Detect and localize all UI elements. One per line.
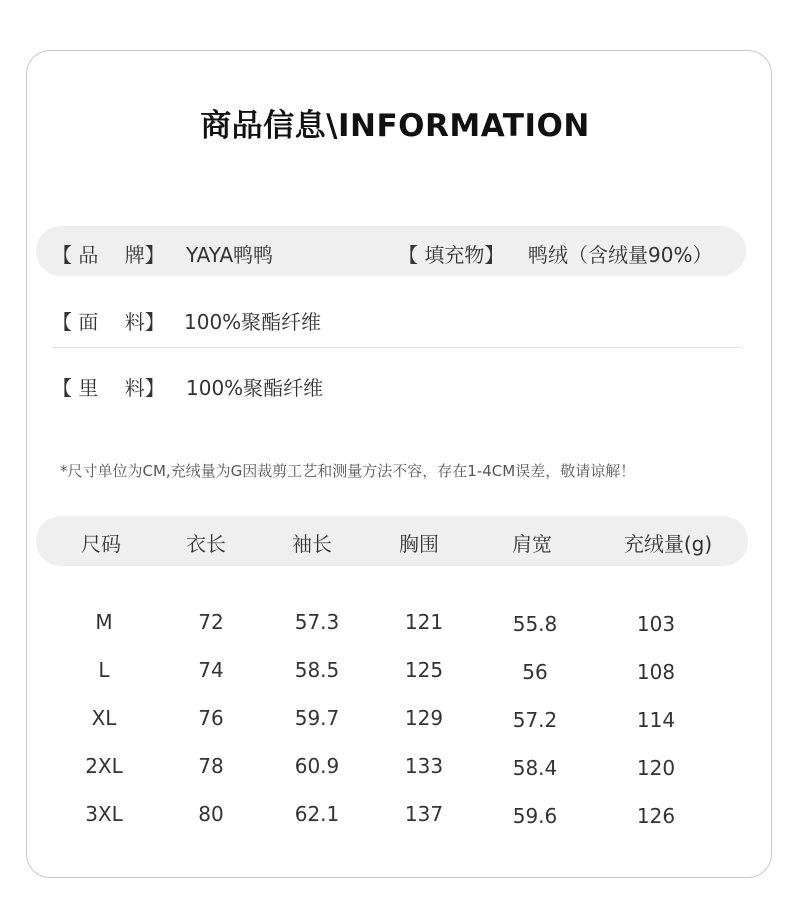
cell-length: 78 [198, 754, 224, 778]
cell-size: 2XL [85, 754, 123, 778]
lining-label: 【 里 料】 [52, 376, 165, 400]
cell-chest: 121 [404, 610, 444, 634]
cell-length: 76 [198, 706, 224, 730]
cell-down-weight: 108 [636, 660, 676, 684]
lining-value: 100%聚酯纤维 [186, 376, 324, 400]
cell-sleeve: 62.1 [294, 802, 340, 826]
info-divider [52, 347, 742, 348]
cell-shoulder: 57.2 [512, 708, 558, 732]
shell-label: 【 面 料】 [52, 310, 165, 334]
cell-shoulder: 55.8 [512, 612, 558, 636]
header-size: 尺码 [81, 532, 121, 556]
cell-sleeve: 60.9 [294, 754, 340, 778]
header-length: 衣长 [186, 532, 226, 556]
header-down-weight: 充绒量(g) [623, 532, 713, 556]
cell-down-weight: 114 [636, 708, 676, 732]
cell-sleeve: 58.5 [294, 658, 340, 682]
cell-length: 74 [198, 658, 224, 682]
cell-chest: 125 [404, 658, 444, 682]
cell-size: M [95, 610, 113, 634]
cell-shoulder: 59.6 [512, 804, 558, 828]
brand-label: 【 品 牌】 [52, 243, 165, 267]
cell-length: 72 [198, 610, 224, 634]
cell-shoulder: 56 [522, 660, 548, 684]
cell-size: 3XL [85, 802, 123, 826]
brand-value: YAYA鸭鸭 [186, 243, 274, 267]
cell-down-weight: 103 [636, 612, 676, 636]
size-note: *尺寸单位为CM,充绒量为G因裁剪工艺和测量方法不容，存在1-4CM误差，敬请谅解！ [60, 462, 636, 480]
filling-value: 鸭绒（含绒量90%） [528, 243, 713, 267]
cell-down-weight: 126 [636, 804, 676, 828]
header-shoulder: 肩宽 [512, 532, 552, 556]
filling-label: 【 填充物】 [398, 243, 505, 267]
cell-shoulder: 58.4 [512, 756, 558, 780]
cell-size: XL [91, 706, 117, 730]
header-chest: 胸围 [399, 532, 439, 556]
cell-length: 80 [198, 802, 224, 826]
cell-chest: 129 [404, 706, 444, 730]
cell-chest: 137 [404, 802, 444, 826]
cell-down-weight: 120 [636, 756, 676, 780]
header-sleeve: 袖长 [292, 532, 332, 556]
cell-size: L [98, 658, 110, 682]
cell-chest: 133 [404, 754, 444, 778]
cell-sleeve: 57.3 [294, 610, 340, 634]
page-title: 商品信息\INFORMATION [200, 108, 590, 144]
shell-value: 100%聚酯纤维 [184, 310, 322, 334]
cell-sleeve: 59.7 [294, 706, 340, 730]
